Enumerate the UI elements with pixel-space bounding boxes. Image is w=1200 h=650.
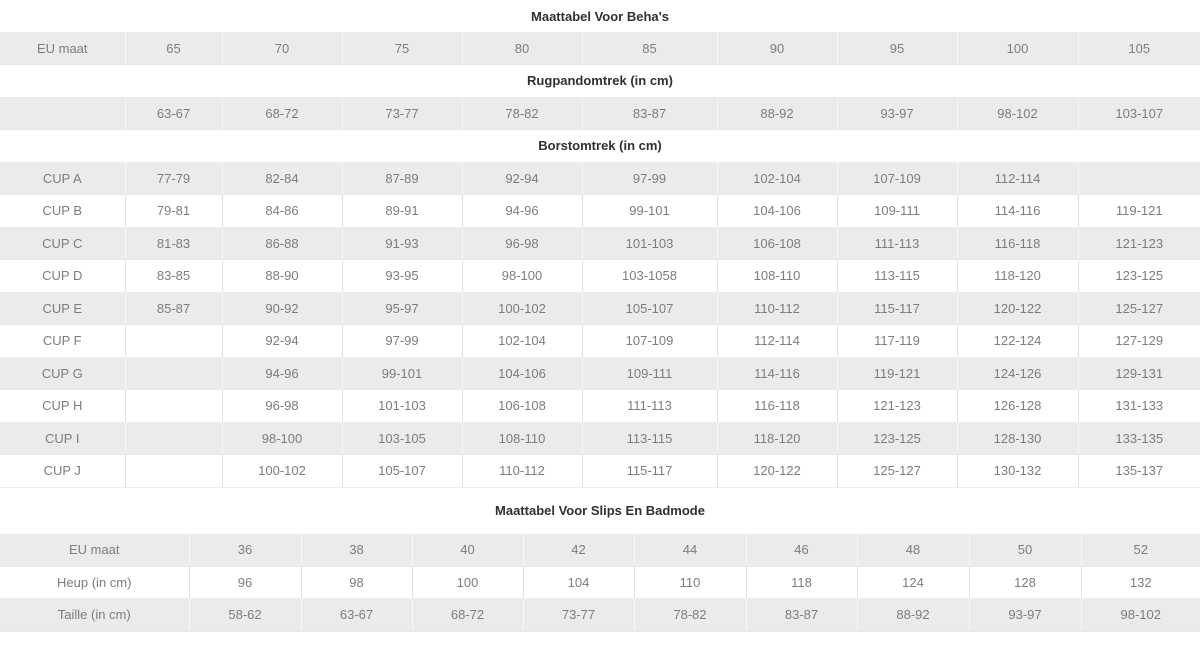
size-value-cell: 100-102 <box>462 292 582 325</box>
size-value-cell: 70 <box>222 32 342 65</box>
size-value-cell: 110-112 <box>462 455 582 488</box>
row-label: CUP F <box>0 325 125 358</box>
size-value-cell: 65 <box>125 32 222 65</box>
size-value-cell: 118-120 <box>717 422 837 455</box>
size-value-cell: 106-108 <box>462 390 582 423</box>
size-value-cell: 81-83 <box>125 227 222 260</box>
size-value-cell: 98-102 <box>957 97 1078 130</box>
size-value-cell: 120-122 <box>957 292 1078 325</box>
size-value-cell: 104-106 <box>462 357 582 390</box>
size-value-cell: 48 <box>857 534 969 567</box>
row-label: Heup (in cm) <box>0 566 189 599</box>
size-value-cell: 92-94 <box>462 162 582 195</box>
size-value-cell: 78-82 <box>462 97 582 130</box>
size-value-cell: 120-122 <box>717 455 837 488</box>
size-value-cell: 109-111 <box>582 357 717 390</box>
size-value-cell <box>1078 162 1200 195</box>
row-label: Taille (in cm) <box>0 599 189 632</box>
size-value-cell: 40 <box>412 534 523 567</box>
section-heading: Rugpandomtrek (in cm) <box>0 65 1200 98</box>
row-label: CUP H <box>0 390 125 423</box>
size-value-cell: 102-104 <box>717 162 837 195</box>
size-value-cell: 104-106 <box>717 195 837 228</box>
size-value-cell: 103-107 <box>1078 97 1200 130</box>
size-value-cell: 88-92 <box>857 599 969 632</box>
row-label: CUP D <box>0 260 125 293</box>
size-value-cell: 100-102 <box>222 455 342 488</box>
size-value-cell: 107-109 <box>582 325 717 358</box>
size-value-cell: 128-130 <box>957 422 1078 455</box>
size-value-cell: 100 <box>412 566 523 599</box>
size-value-cell <box>125 422 222 455</box>
size-value-cell: 101-103 <box>342 390 462 423</box>
row-label <box>0 97 125 130</box>
row-label: CUP A <box>0 162 125 195</box>
table-row <box>0 130 1200 163</box>
size-value-cell: 100 <box>957 32 1078 65</box>
slips-table-title: Maattabel Voor Slips En Badmode <box>495 503 705 518</box>
row-label: CUP J <box>0 455 125 488</box>
size-value-cell: 36 <box>189 534 301 567</box>
size-value-cell: 114-116 <box>957 195 1078 228</box>
size-value-cell: 133-135 <box>1078 422 1200 455</box>
table-row <box>0 227 1200 260</box>
table-row <box>0 357 1200 390</box>
size-value-cell: 99-101 <box>342 357 462 390</box>
size-value-cell: 82-84 <box>222 162 342 195</box>
size-value-cell: 118 <box>746 566 857 599</box>
row-label: CUP B <box>0 195 125 228</box>
size-value-cell: 108-110 <box>462 422 582 455</box>
size-value-cell: 87-89 <box>342 162 462 195</box>
size-value-cell: 95-97 <box>342 292 462 325</box>
size-value-cell: 44 <box>634 534 746 567</box>
size-value-cell: 42 <box>523 534 634 567</box>
size-value-cell <box>125 390 222 423</box>
size-value-cell: 73-77 <box>523 599 634 632</box>
size-value-cell: 122-124 <box>957 325 1078 358</box>
size-value-cell: 130-132 <box>957 455 1078 488</box>
size-value-cell: 105 <box>1078 32 1200 65</box>
row-label: CUP I <box>0 422 125 455</box>
table-row <box>0 65 1200 98</box>
size-value-cell: 98-100 <box>462 260 582 293</box>
table-row <box>0 422 1200 455</box>
size-value-cell <box>125 455 222 488</box>
size-value-cell: 94-96 <box>222 357 342 390</box>
table-row <box>0 292 1200 325</box>
size-value-cell: 96-98 <box>462 227 582 260</box>
size-value-cell: 129-131 <box>1078 357 1200 390</box>
size-value-cell: 123-125 <box>1078 260 1200 293</box>
size-value-cell: 97-99 <box>342 325 462 358</box>
size-value-cell: 89-91 <box>342 195 462 228</box>
table-row <box>0 195 1200 228</box>
row-label: EU maat <box>0 534 189 567</box>
table-row <box>0 97 1200 130</box>
slips-size-table <box>0 534 1200 632</box>
size-value-cell: 92-94 <box>222 325 342 358</box>
size-value-cell: 80 <box>462 32 582 65</box>
size-value-cell: 125-127 <box>1078 292 1200 325</box>
row-label: CUP C <box>0 227 125 260</box>
size-value-cell: 118-120 <box>957 260 1078 293</box>
size-value-cell: 128 <box>969 566 1081 599</box>
size-value-cell: 113-115 <box>582 422 717 455</box>
size-value-cell: 85 <box>582 32 717 65</box>
size-value-cell: 85-87 <box>125 292 222 325</box>
table-row <box>0 599 1200 632</box>
size-value-cell: 127-129 <box>1078 325 1200 358</box>
size-value-cell: 93-97 <box>837 97 957 130</box>
size-value-cell: 110-112 <box>717 292 837 325</box>
size-value-cell: 112-114 <box>957 162 1078 195</box>
bra-table-title: Maattabel Voor Beha's <box>531 8 669 24</box>
size-value-cell: 83-87 <box>746 599 857 632</box>
size-value-cell: 95 <box>837 32 957 65</box>
size-value-cell: 94-96 <box>462 195 582 228</box>
size-value-cell: 46 <box>746 534 857 567</box>
size-value-cell: 113-115 <box>837 260 957 293</box>
row-label: EU maat <box>0 32 125 65</box>
size-value-cell: 83-87 <box>582 97 717 130</box>
size-value-cell: 117-119 <box>837 325 957 358</box>
size-value-cell: 105-107 <box>582 292 717 325</box>
size-value-cell: 50 <box>969 534 1081 567</box>
size-value-cell: 109-111 <box>837 195 957 228</box>
size-value-cell: 131-133 <box>1078 390 1200 423</box>
size-value-cell: 68-72 <box>412 599 523 632</box>
size-value-cell <box>125 325 222 358</box>
size-value-cell: 52 <box>1081 534 1200 567</box>
size-value-cell: 77-79 <box>125 162 222 195</box>
size-value-cell: 98-102 <box>1081 599 1200 632</box>
size-value-cell: 115-117 <box>582 455 717 488</box>
size-value-cell: 102-104 <box>462 325 582 358</box>
size-value-cell: 112-114 <box>717 325 837 358</box>
size-value-cell: 123-125 <box>837 422 957 455</box>
size-value-cell: 132 <box>1081 566 1200 599</box>
table-row <box>0 390 1200 423</box>
size-value-cell: 135-137 <box>1078 455 1200 488</box>
size-value-cell: 119-121 <box>1078 195 1200 228</box>
size-value-cell: 111-113 <box>837 227 957 260</box>
size-value-cell: 84-86 <box>222 195 342 228</box>
table-row <box>0 534 1200 567</box>
size-value-cell: 111-113 <box>582 390 717 423</box>
bra-size-table <box>0 32 1200 488</box>
size-value-cell: 90 <box>717 32 837 65</box>
size-value-cell: 38 <box>301 534 412 567</box>
size-value-cell: 98-100 <box>222 422 342 455</box>
size-value-cell: 91-93 <box>342 227 462 260</box>
table-row <box>0 325 1200 358</box>
size-value-cell: 93-97 <box>969 599 1081 632</box>
table-row <box>0 162 1200 195</box>
size-value-cell: 88-92 <box>717 97 837 130</box>
size-value-cell: 107-109 <box>837 162 957 195</box>
size-value-cell: 121-123 <box>837 390 957 423</box>
table-row <box>0 566 1200 599</box>
size-value-cell: 125-127 <box>837 455 957 488</box>
size-value-cell: 75 <box>342 32 462 65</box>
section-heading: Borstomtrek (in cm) <box>0 130 1200 163</box>
row-label: CUP G <box>0 357 125 390</box>
size-value-cell: 126-128 <box>957 390 1078 423</box>
size-value-cell: 90-92 <box>222 292 342 325</box>
size-value-cell: 79-81 <box>125 195 222 228</box>
size-value-cell: 119-121 <box>837 357 957 390</box>
row-label: CUP E <box>0 292 125 325</box>
size-value-cell: 88-90 <box>222 260 342 293</box>
size-value-cell: 78-82 <box>634 599 746 632</box>
size-value-cell: 101-103 <box>582 227 717 260</box>
size-value-cell: 104 <box>523 566 634 599</box>
size-value-cell: 68-72 <box>222 97 342 130</box>
table-row <box>0 260 1200 293</box>
size-value-cell: 96 <box>189 566 301 599</box>
size-value-cell: 83-85 <box>125 260 222 293</box>
size-value-cell <box>125 357 222 390</box>
size-value-cell: 103-105 <box>342 422 462 455</box>
table-row <box>0 32 1200 65</box>
size-value-cell: 97-99 <box>582 162 717 195</box>
size-value-cell: 116-118 <box>957 227 1078 260</box>
size-value-cell: 105-107 <box>342 455 462 488</box>
size-value-cell: 63-67 <box>301 599 412 632</box>
size-value-cell: 108-110 <box>717 260 837 293</box>
size-value-cell: 96-98 <box>222 390 342 423</box>
table-row <box>0 455 1200 488</box>
size-value-cell: 121-123 <box>1078 227 1200 260</box>
size-value-cell: 116-118 <box>717 390 837 423</box>
size-value-cell: 114-116 <box>717 357 837 390</box>
size-value-cell: 110 <box>634 566 746 599</box>
size-value-cell: 99-101 <box>582 195 717 228</box>
size-value-cell: 115-117 <box>837 292 957 325</box>
size-value-cell: 93-95 <box>342 260 462 293</box>
size-value-cell: 73-77 <box>342 97 462 130</box>
size-value-cell: 106-108 <box>717 227 837 260</box>
size-value-cell: 58-62 <box>189 599 301 632</box>
size-value-cell: 103-1058 <box>582 260 717 293</box>
size-value-cell: 124 <box>857 566 969 599</box>
size-value-cell: 86-88 <box>222 227 342 260</box>
size-value-cell: 98 <box>301 566 412 599</box>
size-value-cell: 124-126 <box>957 357 1078 390</box>
size-value-cell: 63-67 <box>125 97 222 130</box>
